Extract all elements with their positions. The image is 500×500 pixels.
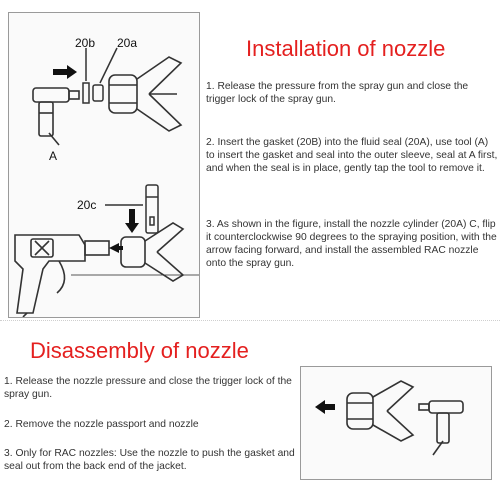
label-tool-a: A — [49, 149, 58, 163]
label-20a: 20a — [117, 36, 138, 50]
install-step-2: 2. Insert the gasket (20B) into the fluid seal (20A), use tool (A) to insert the gasket and seal into the outer sleeve, seal at A first, and when the seal is in place, gently tap the tool to remove it. — [206, 137, 498, 174]
down-arrow-icon — [125, 209, 139, 233]
disassembly-illustration — [301, 367, 491, 479]
install-step-1: 1. Release the pressure from the spray gun and close the trigger lock of the spray gun. — [206, 81, 469, 105]
left-arrow-icon — [315, 400, 335, 414]
nozzle-guard-drawing — [109, 57, 181, 131]
disassembly-figure-panel — [300, 366, 492, 480]
gun-nozzle-guard-drawing — [121, 223, 183, 281]
disassembly-tool-drawing — [419, 401, 463, 455]
install-step-3: 3. As shown in the figure, install the nozzle cylinder (20A) C, flip it counterclockwise 90 degrees to the spraying position, with the arrow facing forward, and install the assembled RAC nozzle onto the spray gun. — [206, 219, 497, 269]
disassembly-nozzle-guard-drawing — [347, 381, 413, 441]
disassembly-step-2: 2. Remove the nozzle passport and nozzle — [4, 419, 199, 430]
disassembly-step-3: 3. Only for RAC nozzles: Use the nozzle to push the gasket and seal out from the back end of the jacket. — [4, 448, 295, 472]
installation-illustration — [9, 13, 199, 317]
disassembly-heading: Disassembly of nozzle — [30, 338, 249, 363]
label-20b: 20b — [75, 36, 96, 50]
label-20c: 20c — [77, 198, 97, 212]
tool-a-drawing — [33, 88, 79, 145]
installation-heading: Installation of nozzle — [246, 36, 446, 61]
installation-figure-panel — [8, 12, 200, 318]
push-arrow-icon — [53, 65, 77, 79]
disassembly-step-1: 1. Release the nozzle pressure and close the trigger lock of the spray gun. — [4, 376, 292, 400]
section-divider — [0, 320, 500, 322]
spray-gun-drawing — [15, 235, 109, 317]
